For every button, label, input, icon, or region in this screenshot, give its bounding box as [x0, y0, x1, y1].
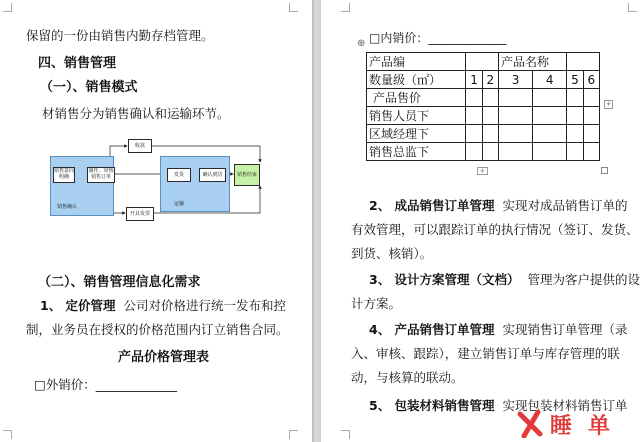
body-line: 计方案。: [351, 296, 402, 311]
table-row: [367, 125, 600, 143]
diagram-box-confirm-arrival: 确认到货: [199, 168, 226, 182]
item-title: 1、 定价管理: [40, 298, 116, 313]
diagram-box-ship: 发货: [167, 168, 191, 182]
add-row-icon[interactable]: +: [477, 167, 488, 175]
outer-price-field[interactable]: □外销价：_____________: [34, 377, 178, 392]
table-resize-handle-icon[interactable]: [601, 167, 608, 174]
table-cell[interactable]: 2: [482, 71, 498, 89]
item-title: 5、 包装材料销售管理: [369, 398, 495, 413]
item-title: 3、 设计方案管理（文档）: [369, 272, 520, 287]
table-cell[interactable]: 4: [533, 71, 567, 89]
svg-text:单: 单: [588, 414, 611, 438]
table-row: [367, 107, 600, 125]
margin-marker: [341, 430, 350, 439]
svg-text:睡: 睡: [550, 414, 573, 438]
margin-marker: [289, 3, 298, 12]
body-line: [40, 298, 286, 314]
table-cell[interactable]: 销售总监下: [367, 143, 466, 161]
table-cell[interactable]: [567, 53, 600, 71]
item-title: 4、 产品销售订单管理: [369, 322, 495, 337]
watermark-logo: [516, 408, 634, 438]
diagram-box-order-intent: 销售意向明确: [53, 167, 75, 183]
table-cell[interactable]: 产品编: [367, 53, 466, 71]
body-line: 材销售分为销售确认和运输环节。: [42, 106, 230, 121]
item-text: 实现对成品销售订单的: [502, 198, 628, 213]
item-title: 2、 成品销售订单管理: [369, 198, 495, 213]
diagram-group-transport: [160, 156, 230, 212]
diagram-box-sale-end: 销售结束: [234, 164, 260, 186]
body-line: 动，与核算的联动。: [351, 370, 464, 385]
section-heading: 四、销售管理: [38, 56, 117, 71]
sales-flow-diagram: [50, 134, 272, 220]
margin-marker: [341, 3, 350, 12]
body-line: 有效管理，可以跟踪订单的执行情况（签订、发货、: [351, 222, 639, 237]
table-cell[interactable]: 6: [583, 71, 599, 89]
body-line: [369, 272, 640, 288]
document-page-right: [321, 0, 640, 442]
table-cell[interactable]: 产品售价: [367, 89, 466, 107]
diagram-box-receipt: 收款: [128, 139, 152, 153]
body-line: 制，业务员在授权的价格范围内订立销售合同。: [26, 322, 289, 337]
margin-marker: [3, 430, 12, 439]
table-cell[interactable]: 数量级（㎡）: [367, 71, 466, 89]
document-page-left: [0, 0, 312, 442]
subsection-heading: （二）、销售管理信息化需求: [38, 275, 201, 290]
margin-marker: [3, 3, 12, 12]
inner-price-field[interactable]: □内销价：_____________: [369, 31, 507, 45]
body-line: [369, 322, 628, 338]
diagram-box-make-order: 制作、审核销售订单: [87, 167, 115, 183]
table-row: [367, 89, 600, 107]
table-cell[interactable]: 1: [466, 71, 482, 89]
table-cell[interactable]: [466, 53, 499, 71]
body-line: 到货、核销）。: [351, 246, 433, 261]
body-line: 入、审核、跟踪），建立销售订单与库存管理的联: [351, 346, 620, 361]
body-line: 保留的一份由销售内勤存档管理。: [26, 28, 214, 43]
table-move-handle-icon[interactable]: ⊕: [357, 38, 366, 49]
table-cell[interactable]: 3: [498, 71, 532, 89]
item-text: 公司对价格进行统一发布和控: [123, 298, 287, 313]
add-column-icon[interactable]: +: [605, 100, 612, 108]
diagram-group-label: 销售确认: [57, 204, 78, 210]
table-cell[interactable]: 销售人员下: [367, 107, 466, 125]
item-text: 管理为客户提供的设: [527, 272, 640, 287]
margin-marker: [289, 430, 298, 439]
item-text: 实现销售订单管理（录: [502, 322, 628, 337]
price-table: [366, 52, 600, 161]
diagram-group-label: 运输: [174, 201, 185, 207]
page-gutter: [312, 0, 321, 442]
table-row: [367, 143, 600, 161]
watermark-graphic: [516, 408, 634, 438]
subsection-heading: （一）、销售模式: [40, 80, 138, 95]
body-line: [369, 198, 628, 214]
table-cell[interactable]: 产品名称: [498, 53, 566, 71]
item-text: 实现包装材料销售订单: [502, 398, 628, 413]
table-title: 产品价格管理表: [118, 350, 210, 365]
table-row: [367, 71, 600, 89]
table-cell[interactable]: 5: [567, 71, 583, 89]
margin-marker: [628, 3, 637, 12]
diagram-box-invoice: 开具发票: [126, 207, 154, 221]
table-row: [367, 53, 600, 71]
table-cell[interactable]: 区域经理下: [367, 125, 466, 143]
